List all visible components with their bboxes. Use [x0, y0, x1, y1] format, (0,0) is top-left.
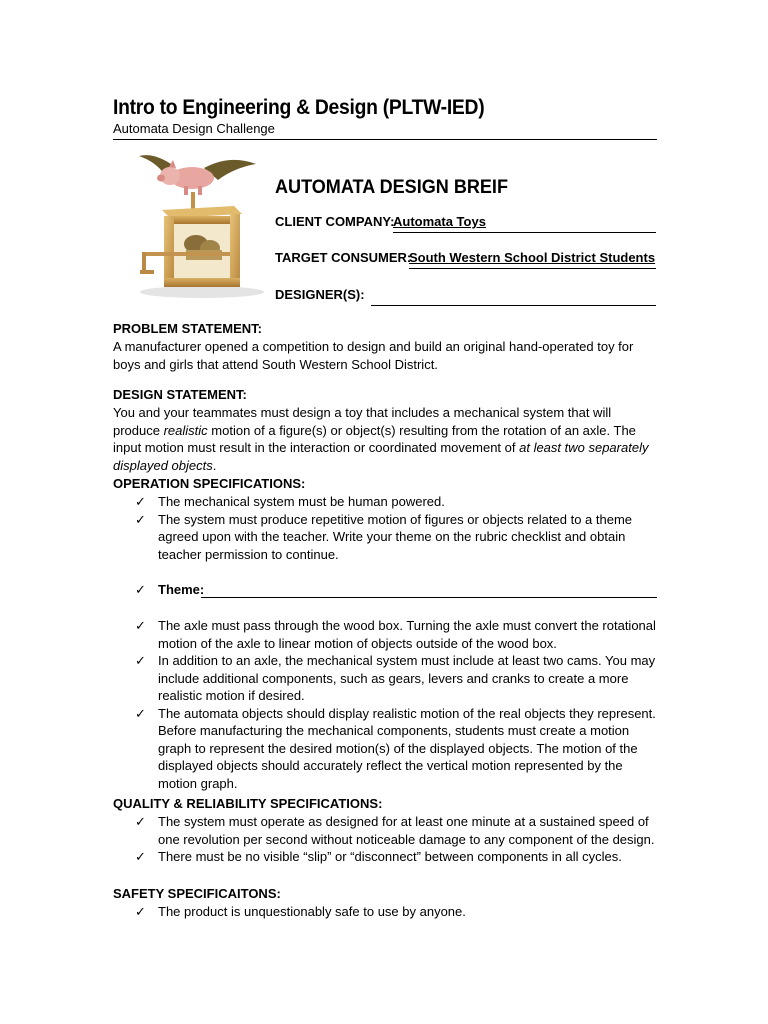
brief-title: AUTOMATA DESIGN BREIF — [275, 177, 508, 198]
quality-checklist — [113, 813, 658, 866]
theme-field[interactable] — [113, 582, 657, 600]
checkmark-icon: ✓ — [135, 705, 146, 721]
designers-field[interactable] — [275, 287, 656, 303]
design-text-part: You and your teammates must design a toy that includes a mechanical system that will produce — [113, 405, 612, 438]
target-consumer-field — [275, 250, 656, 266]
client-company-value: Automata Toys — [393, 214, 486, 229]
header-divider — [113, 139, 657, 140]
list-item — [113, 652, 658, 705]
list-item-text: In addition to an axle, the mechanical system must include at least two cams. You may include additional components, such as gears, levers and cranks to create a more realistic motion if desired. — [158, 653, 656, 703]
quality-specifications-heading: QUALITY & RELIABILITY SPECIFICATIONS: — [113, 796, 383, 811]
automata-pig-toy-image — [134, 148, 264, 298]
problem-statement-heading: PROBLEM STATEMENT: — [113, 321, 263, 336]
checkmark-icon: ✓ — [135, 582, 146, 597]
list-item — [113, 903, 658, 921]
client-company-label: CLIENT COMPANY: — [275, 214, 395, 229]
checkmark-icon: ✓ — [135, 653, 146, 668]
list-item-text: The mechanical system must be human powered. — [158, 494, 445, 509]
checkmark-icon: ✓ — [135, 618, 146, 633]
problem-statement-text: A manufacturer opened a competition to design and build an original hand-operated toy for boys and girls that attend South Western School District. — [113, 339, 634, 372]
client-company-field — [275, 214, 656, 230]
designers-blank-line[interactable] — [371, 305, 656, 306]
list-item — [113, 617, 658, 652]
list-item-text: The product is unquestionably safe to use by anyone. — [158, 904, 466, 919]
safety-specifications-heading: SAFETY SPECIFICAITONS: — [113, 886, 281, 901]
design-text-italic: at least two separately displayed objects — [113, 440, 649, 473]
operation-specifications-heading: OPERATION SPECIFICATIONS: — [113, 476, 306, 491]
course-subtitle: Automata Design Challenge — [113, 121, 275, 136]
automata-illustration — [134, 148, 264, 298]
theme-blank-line[interactable] — [201, 597, 657, 598]
operation-checklist-b — [113, 617, 658, 792]
list-item — [113, 848, 658, 866]
checkmark-icon: ✓ — [135, 494, 146, 509]
theme-label: Theme: — [158, 582, 205, 597]
checkmark-icon: ✓ — [135, 904, 146, 919]
list-item — [113, 705, 658, 793]
operation-checklist-a — [113, 493, 658, 563]
checkmark-icon: ✓ — [135, 814, 146, 829]
checkmark-icon: ✓ — [135, 511, 146, 527]
designers-label: DESIGNER(S): — [275, 287, 365, 302]
list-item — [113, 813, 658, 848]
target-consumer-value: South Western School District Students — [409, 250, 656, 265]
course-title: Intro to Engineering & Design (PLTW-IED) — [113, 96, 485, 119]
list-item-text: The system must produce repetitive motion of figures or objects related to a theme agreed upon with the teacher. Write your theme on the rubric checklist and obtain teacher permission to continue. — [158, 511, 633, 562]
target-consumer-label: TARGET CONSUMER: — [275, 250, 412, 265]
design-text-part: motion of a figure(s) or object(s) resulting from the rotation of an axle. The input motion must result in the interaction or coordinated movement of — [113, 422, 636, 455]
list-item-text: The system must operate as designed for at least one minute at a sustained speed of one revolution per second without noticeable damage to any component of the design. — [158, 814, 655, 847]
list-item — [113, 493, 658, 511]
design-statement-heading: DESIGN STATEMENT: — [113, 387, 247, 402]
checkmark-icon: ✓ — [135, 849, 146, 864]
design-text-part: . — [212, 457, 217, 473]
list-item — [113, 511, 658, 564]
client-company-line — [393, 232, 656, 233]
target-consumer-line — [409, 268, 656, 269]
design-statement-text — [113, 404, 658, 474]
list-item-text: The axle must pass through the wood box. Turning the axle must convert the rotational motion of the axle to linear motion of objects outside of the wood box. — [158, 618, 656, 651]
list-item-text: There must be no visible “slip” or “disconnect” between components in all cycles. — [158, 849, 622, 864]
design-text-italic: realistic — [163, 422, 208, 438]
safety-checklist — [113, 903, 658, 921]
list-item-text: The automata objects should display realistic motion of the real objects they represent. Before manufacturing the mechanical components, students must create a motion graph to represent the desired motion(s) of the displayed objects. The motion of the displayed objects should accurately reflect the vertical motion represented by the motion graph. — [158, 705, 656, 791]
